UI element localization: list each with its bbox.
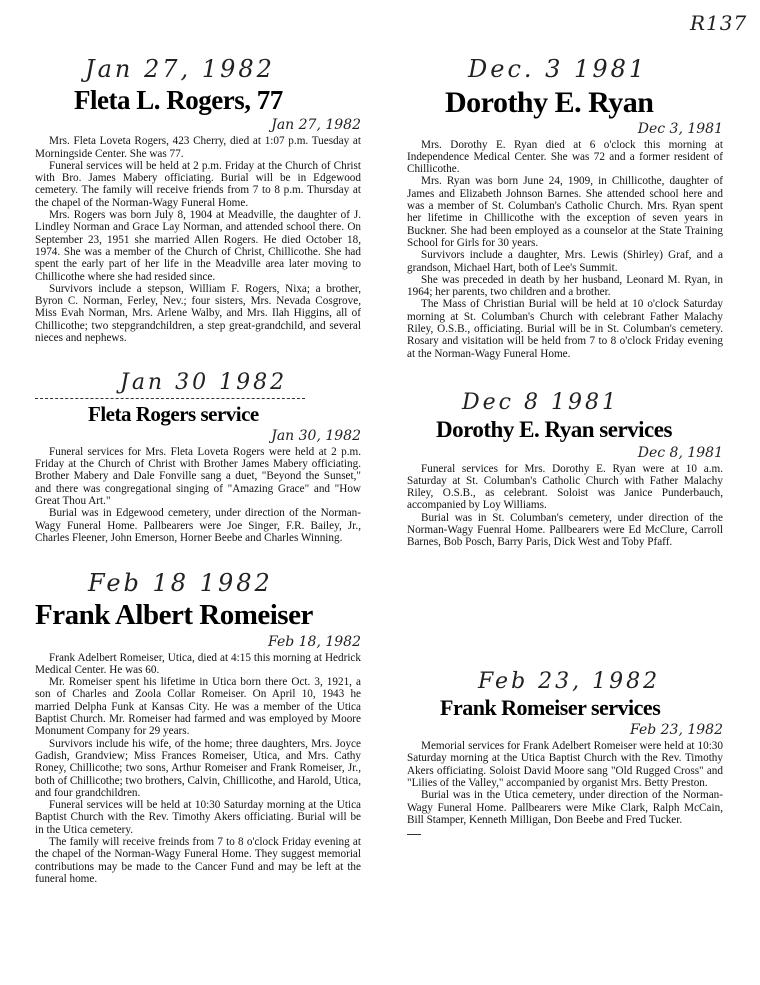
paragraph: Burial was in St. Columban's cemetery, under direction of the Norman-Wagy Fuenral Home. Pallbearers were Ed McClure, Carroll Barnes, Bob Posch, Barry Paris, Dick West and Toby Pfaff. [407,511,723,549]
paragraph: Mrs. Fleta Loveta Rogers, 423 Cherry, died at 1:07 p.m. Tuesday at Morningside Center. She was 77. [35,135,361,160]
article-body [407,740,723,826]
paragraph: Funeral services will be held at 10:30 Saturday morning at the Utica Baptist Church with the Rev. Timothy Akers officiating. Burial will be in the Utica cemetery. [35,799,361,836]
handwritten-note: Dec 8, 1981 [637,444,723,461]
handwritten-date: Jan 27, 1982 [85,55,275,83]
clipping-dorothy-ryan-services [407,390,723,549]
paragraph: She was preceded in death by her husband, Leonard M. Ryan, in 1964; her parents, two children and a brother. [407,273,723,299]
paragraph: Frank Adelbert Romeiser, Utica, died at 4:15 this morning at Hedrick Medical Center. He was 60. [35,651,361,676]
paragraph: Mrs. Ryan was born June 24, 1909, in Chillicothe, daughter of James and Elizabeth Johnson Barnes. She attended school here and was a member of St. Columban's Catholic Church. Mrs. Ryan spent her lifetime in Chillicothe with the exception of seven years in Buckner. She had been employed as a counselor at the State Training School for Girls for 30 years. [407,175,723,249]
divider [35,398,305,399]
article-body [407,139,723,360]
left-column [35,56,361,911]
handwritten-date: Dec 8 1981 [462,389,619,415]
paragraph: Survivors include a stepson, William F. Rogers, Nixa; a brother, Byron C. Norman, Ferley, Nev.; four sisters, Mrs. Nevada Cosgrove, Miss Evah Norman, Mrs. Arlene Walby, and Mrs. Ilah Higgins, all of Chillicothe; two stepgrandchildren, a step great-grandchild, and several nieces and nephews. [35,282,361,345]
handwritten-date: Feb 18 1982 [88,569,273,598]
article-body [35,446,361,544]
headline: Fleta Rogers service [88,401,259,426]
article-body [35,652,361,886]
paragraph: Mrs. Dorothy E. Ryan died at 6 o'clock this morning at Independence Medical Center. She was 72 and a former resident of Chillicothe. [407,138,723,176]
handwritten-note: Feb 23, 1982 [630,722,723,739]
clipping-frank-romeiser-services [407,669,723,836]
paragraph: Funeral services for Mrs. Fleta Loveta Rogers were held at 2 p.m. Friday at the Church of Christ with Brother James Mabery officiating. Brother Mabery and Dale Fonville sang a duet, "Beyond the Sunset," and there was congregational singing of "Amazing Grace" and "How Great Thou Art." [35,445,361,507]
divider [407,834,421,835]
handwritten-date: Feb 23, 1982 [478,668,661,694]
handwritten-note: Feb 18, 1982 [268,633,361,650]
clipping-fleta-rogers-obituary [35,56,361,344]
page-number-note: R137 [690,11,748,35]
paragraph: Burial was in the Utica cemetery, under direction of the Norman-Wagy Funeral Home. Pallbearers were Mike Clark, Ralph McCain, Bill Stamper, Kenneth Milligan, Don Beebe and Fred Tucker. [407,789,723,826]
handwritten-note: Jan 30, 1982 [271,427,361,444]
headline: Fleta L. Rogers, 77 [74,84,283,115]
handwritten-note: Jan 27, 1982 [271,117,361,134]
paragraph: Burial was in Edgewood cemetery, under direction of the Norman-Wagy Funeral Home. Pallbearers were Joe Singer, F.R. Bailey, Jr., Charles Fleener, John Emerson, Horner Beebe and Charles Winning. [35,507,361,544]
handwritten-note: Dec 3, 1981 [637,120,723,137]
paragraph: Survivors include a daughter, Mrs. Lewis (Shirley) Graf, and a grandson, Michael Hart, both of Lee's Summit. [407,249,723,274]
paragraph: Mrs. Rogers was born July 8, 1904 at Meadville, the daughter of J. Lindley Norman and Grace Lay Norman, and attended school there. On September 23, 1951 she married Allen Rogers. He died October 18, 1974. She was a member of the Church of Christ, Chillicothe. She had spent the early part of her life in the Meadville area later moving to Chillicothe where she had resided since. [35,209,361,283]
paragraph: Mr. Romeiser spent his lifetime in Utica born there Oct. 3, 1921, a son of Charles and Zoola Collar Romeiser. On April 10, 1943 he married Delpha Funk at Kansas City. He was a member of the Utica Baptist Church. Mr. Romeiser had farmed and was employed by Moore Monument Company for 29 years. [35,676,361,738]
article-body [407,463,723,549]
handwritten-date: Dec. 3 1981 [468,55,648,83]
paragraph: The Mass of Christian Burial will be held at 10 o'clock Saturday morning at St. Columban's Church with celebrant Father Malachy Riley, O.S.B., officiating. Burial will be in St. Columban's cemetery. Rosary and visitation will be held from 7 to 8 o'clock Friday evening at the Norman-Wagy Funeral Home. [407,298,723,360]
paragraph: Survivors include his wife, of the home; three daughters, Mrs. Joyce Gadish, Grandview; Miss Frances Romeiser, Utica, and Mrs. Cathy Roney, Chillicothe; two sons, Arthur Romeiser and Frank Romeiser, Jr., both of Chillicothe; two brothers, Calvin, Chillicothe, and Harold, Utica, and four grandchildren. [35,737,361,799]
paragraph: Memorial services for Frank Adelbert Romeiser were held at 10:30 Saturday morning at the Utica Baptist Church with the Rev. Timothy Akers officiating. Soloist David Moore sang "Old Rugged Cross" and "Lilies of the Valley," accompanied by organist Mrs. Betty Preston. [407,740,723,789]
headline: Dorothy E. Ryan services [436,417,672,443]
headline: Dorothy E. Ryan [445,85,654,119]
headline: Frank Romeiser services [440,694,661,720]
article-body [35,135,361,344]
clipping-frank-romeiser-obituary [35,570,361,885]
handwritten-date: Jan 30 1982 [120,370,288,396]
paragraph: Funeral services for Mrs. Dorothy E. Ryan were at 10 a.m. Saturday at St. Columban's Catholic Church with Father Malachy Riley, O.S.B., as celebrant. Soloist was Janice Punderbauch, accompanied by Loy Williams. [407,462,723,512]
clipping-fleta-rogers-service [35,370,361,544]
headline: Frank Albert Romeiser [35,598,313,631]
right-column [407,56,723,861]
paragraph: Funeral services will be held at 2 p.m. Friday at the Church of Christ with Bro. James Mabery officiating. Burial will be in Edgewood cemetery. The family will receive friends from 7 to 8 p.m. Thursday at the chapel of the Norman-Wagy Funeral Home. [35,159,361,209]
paragraph: The family will receive freinds from 7 to 8 o'clock Friday evening at the chapel of the Norman-Wagy Funeral Home. They suggest memorial contributions may be made to the Cancer Fund and may be left at the funeral home. [35,836,361,885]
clipping-dorothy-ryan-obituary [407,56,723,360]
